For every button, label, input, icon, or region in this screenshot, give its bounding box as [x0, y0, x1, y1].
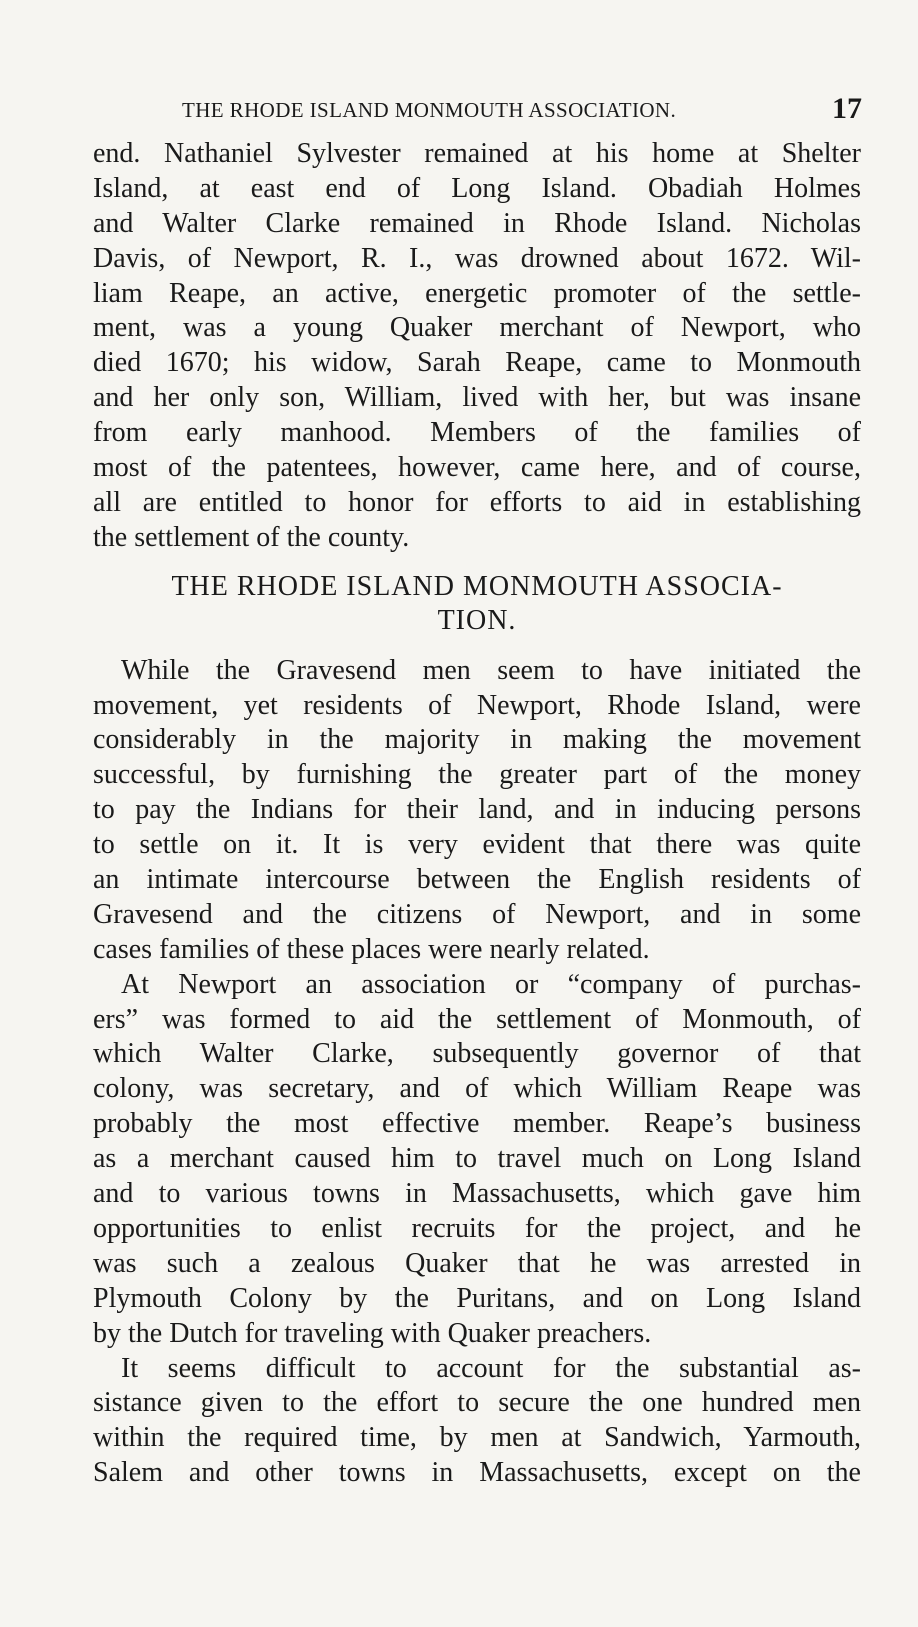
text-line: to pay the Indians for their land, and in inducing persons	[93, 794, 861, 826]
running-head-title: THE RHODE ISLAND MONMOUTH ASSOCIATION.	[182, 98, 677, 122]
text-line: ers” was formed to aid the settlement of Monmouth, of	[93, 1003, 861, 1035]
text-line: as a merchant caused him to travel much on Long Island	[93, 1143, 861, 1175]
paragraph	[93, 1352, 861, 1492]
text-line: cases families of these places were nearly related.	[93, 933, 650, 965]
text-line: Davis, of Newport, R. I., was drowned about 1672. Wil-	[93, 242, 861, 274]
text-line: opportunities to enlist recruits for the project, and he	[93, 1212, 861, 1244]
text-line: within the required time, by men at Sandwich, Yarmouth,	[93, 1422, 861, 1454]
text-line: successful, by furnishing the greater part of the money	[93, 759, 861, 791]
text-line: by the Dutch for traveling with Quaker preachers.	[93, 1317, 652, 1349]
text-line: At Newport an association or “company of purchas-	[121, 968, 861, 1000]
text-line: liam Reape, an active, energetic promoter of the settle-	[93, 277, 861, 309]
section-heading-line: TION.	[437, 604, 517, 636]
text-line: to settle on it. It is very evident that there was quite	[93, 829, 861, 861]
text-line: Gravesend and the citizens of Newport, and in some	[93, 898, 861, 930]
text-line: Salem and other towns in Massachusetts, except on the	[93, 1457, 861, 1489]
text-line: died 1670; his widow, Sarah Reape, came to Monmouth	[93, 347, 861, 379]
text-line: which Walter Clarke, subsequently governor of that	[93, 1038, 861, 1070]
text-line: most of the patentees, however, came here, and of course,	[93, 452, 861, 484]
text-line: Plymouth Colony by the Puritans, and on Long Island	[93, 1282, 861, 1314]
text-line: from early manhood. Members of the families of	[93, 417, 861, 449]
text-line: and to various towns in Massachusetts, which gave him	[93, 1178, 861, 1210]
text-line: an intimate intercourse between the English residents of	[93, 864, 861, 896]
text-line: and her only son, William, lived with her, but was insane	[93, 382, 861, 414]
text-line: While the Gravesend men seem to have initiated the	[121, 654, 861, 686]
text-line: end. Nathaniel Sylvester remained at his home at Shelter	[93, 138, 861, 169]
text-line: the settlement of the county.	[93, 521, 410, 553]
page-number: 17	[832, 92, 862, 125]
text-line: It seems difficult to account for the substantial as-	[121, 1352, 861, 1384]
text-line: probably the most effective member. Reape’s business	[93, 1108, 861, 1140]
text-line: ment, was a young Quaker merchant of Newport, who	[93, 312, 861, 344]
text-line: and Walter Clarke remained in Rhode Island. Nicholas	[93, 207, 861, 239]
paragraph-continued	[93, 137, 861, 556]
text-line: was such a zealous Quaker that he was arrested in	[93, 1247, 861, 1279]
body-text	[93, 137, 861, 1491]
paragraph	[93, 968, 861, 1352]
text-line: Island, at east end of Long Island. Obadiah Holmes	[93, 172, 861, 204]
text-line: colony, was secretary, and of which William Reape was	[93, 1073, 861, 1105]
text-line: sistance given to the effort to secure the one hundred men	[93, 1387, 861, 1419]
running-head	[82, 92, 862, 128]
section-heading	[93, 570, 861, 638]
text-line: considerably in the majority in making the movement	[93, 724, 861, 756]
paragraph	[93, 654, 861, 968]
section-heading-line: THE RHODE ISLAND MONMOUTH ASSOCIA-	[171, 570, 783, 602]
text-line: movement, yet residents of Newport, Rhode Island, were	[93, 689, 861, 721]
text-line: all are entitled to honor for efforts to aid in establishing	[93, 486, 861, 518]
